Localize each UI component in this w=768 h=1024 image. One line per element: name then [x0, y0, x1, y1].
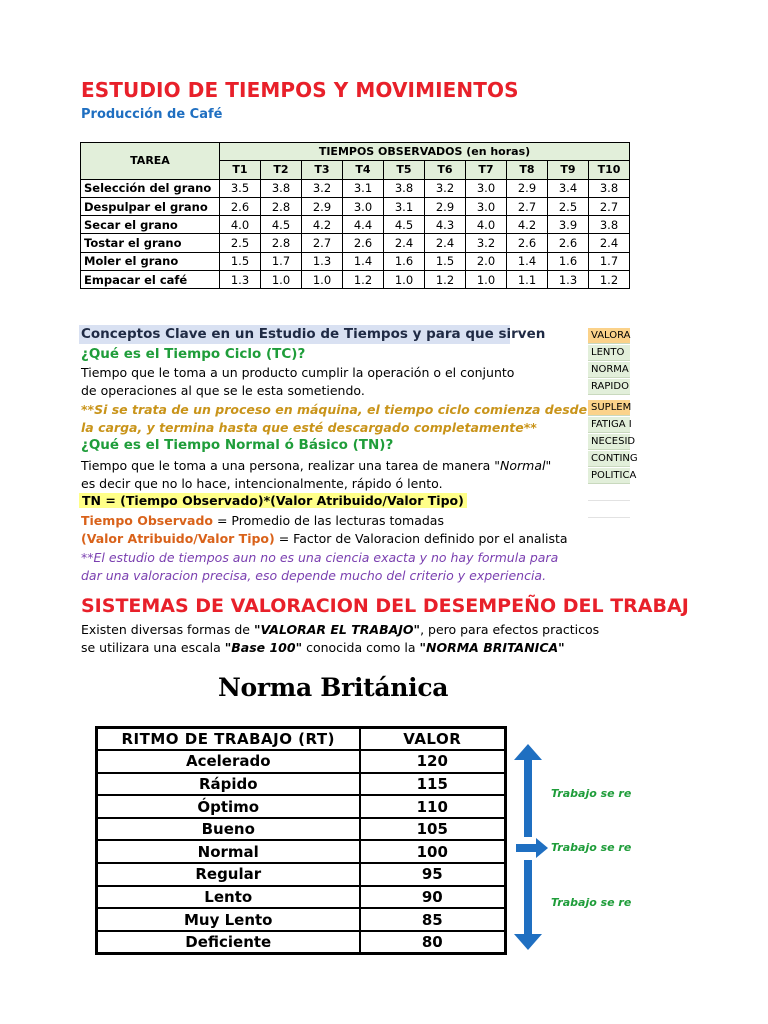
ritmo-cell: Acelerado	[97, 750, 360, 773]
time-value: 2.5	[548, 197, 589, 215]
time-value: 4.5	[261, 216, 302, 234]
tn-formula: TN = (Tiempo Observado)*(Valor Atribuido/Valor Tipo)	[79, 493, 467, 508]
time-value: 1.0	[384, 271, 425, 289]
cycle-time-definition-line-1: Tiempo que le toma a un producto cumplir la operación o el conjunto	[81, 365, 515, 380]
time-value: 4.2	[507, 216, 548, 234]
definition-observed-time	[81, 513, 444, 528]
observed-time-term: Tiempo Observado	[81, 513, 213, 528]
time-value: 1.2	[425, 271, 466, 289]
time-value: 3.8	[261, 179, 302, 197]
time-value: 2.9	[425, 197, 466, 215]
arrow-down-icon	[514, 860, 542, 950]
valuation-intro-line-2	[81, 640, 565, 655]
column-header-t5: T5	[384, 161, 425, 179]
time-value: 3.2	[466, 234, 507, 252]
valuation-section-title: SISTEMAS DE VALORACION DEL DESEMPEÑO DEL TRABAJ	[81, 595, 689, 617]
time-value: 2.5	[220, 234, 261, 252]
table-row	[97, 818, 506, 841]
column-header-t2: T2	[261, 161, 302, 179]
table-row	[81, 234, 630, 252]
time-value: 2.7	[589, 197, 630, 215]
time-value: 2.6	[548, 234, 589, 252]
time-value: 3.2	[425, 179, 466, 197]
side-label-lower: Trabajo se re	[551, 896, 632, 909]
time-value: 2.6	[220, 197, 261, 215]
question-cycle-time: ¿Qué es el Tiempo Ciclo (TC)?	[81, 346, 306, 362]
intro-text-a: Existen diversas formas de	[81, 622, 254, 637]
time-value: 1.0	[466, 271, 507, 289]
time-value: 1.4	[507, 252, 548, 270]
time-value: 3.8	[589, 179, 630, 197]
arrow-up-icon	[514, 744, 542, 837]
valor-cell: 95	[360, 863, 506, 886]
page-subtitle: Producción de Café	[81, 107, 223, 122]
side-panel-item: SUPLEM	[588, 400, 630, 416]
normal-time-text: Tiempo que le toma a una persona, realizar una tarea de manera	[81, 458, 495, 473]
valor-cell: 115	[360, 773, 506, 796]
time-value: 4.5	[384, 216, 425, 234]
column-header-t9: T9	[548, 161, 589, 179]
time-value: 4.4	[343, 216, 384, 234]
machine-note-line-1: **Si se trata de un proceso en máquina, el tiempo ciclo comienza desde	[81, 402, 588, 417]
ritmo-cell: Bueno	[97, 818, 360, 841]
table-row	[97, 795, 506, 818]
time-value: 2.8	[261, 197, 302, 215]
time-value: 2.4	[589, 234, 630, 252]
time-value: 2.4	[384, 234, 425, 252]
time-value: 3.5	[220, 179, 261, 197]
column-header-t10: T10	[589, 161, 630, 179]
table-row	[97, 886, 506, 909]
time-value: 4.0	[466, 216, 507, 234]
side-panel-item: CONTING	[588, 451, 630, 467]
table-row	[97, 750, 506, 773]
valor-cell: 105	[360, 818, 506, 841]
valuation-intro-line-1	[81, 622, 599, 637]
time-value: 1.7	[261, 252, 302, 270]
intro-emphasis-valorar: "VALORAR EL TRABAJO"	[253, 622, 421, 637]
intro-emphasis-norma: "NORMA BRITANICA"	[419, 640, 565, 655]
task-name: Empacar el café	[81, 271, 220, 289]
observed-times-group-header: TIEMPOS OBSERVADOS (en horas)	[220, 143, 630, 161]
arrow-right-icon	[516, 838, 548, 858]
observed-times-table	[80, 142, 630, 289]
valor-cell: 90	[360, 886, 506, 909]
time-value: 2.7	[507, 197, 548, 215]
machine-note-line-2: la carga, y termina hasta que esté descargado completamente**	[81, 420, 537, 435]
column-header-t3: T3	[302, 161, 343, 179]
table-row	[81, 216, 630, 234]
side-panel-item: NECESID	[588, 434, 630, 450]
table-row	[97, 908, 506, 931]
ritmo-cell: Óptimo	[97, 795, 360, 818]
task-name: Selección del grano	[81, 179, 220, 197]
table-row	[81, 179, 630, 197]
normal-time-definition-line-2: es decir que no lo hace, intencionalmente, rápido ó lento.	[81, 476, 443, 491]
column-header-t4: T4	[343, 161, 384, 179]
time-value: 1.0	[261, 271, 302, 289]
time-value: 3.1	[384, 197, 425, 215]
ritmo-cell: Normal	[97, 840, 360, 863]
time-value: 2.0	[466, 252, 507, 270]
valor-cell: 120	[360, 750, 506, 773]
question-normal-time: ¿Qué es el Tiempo Normal ó Básico (TN)?	[81, 437, 394, 453]
valor-cell: 110	[360, 795, 506, 818]
time-value: 1.2	[343, 271, 384, 289]
ritmo-cell: Muy Lento	[97, 908, 360, 931]
table-row	[81, 271, 630, 289]
time-value: 3.0	[343, 197, 384, 215]
time-study-note-line-2: dar una valoracion precisa, eso depende mucho del criterio y experiencia.	[81, 568, 547, 583]
column-header-t8: T8	[507, 161, 548, 179]
time-value: 1.3	[302, 252, 343, 270]
concepts-header: Conceptos Clave en un Estudio de Tiempos y para que sirven	[81, 326, 546, 342]
time-value: 3.8	[384, 179, 425, 197]
time-value: 1.5	[220, 252, 261, 270]
side-panel-item: VALORA	[588, 328, 630, 344]
time-value: 2.9	[507, 179, 548, 197]
observed-time-text: = Promedio de las lecturas tomadas	[212, 513, 444, 528]
time-value: 2.4	[425, 234, 466, 252]
time-value: 2.6	[343, 234, 384, 252]
task-name: Despulpar el grano	[81, 197, 220, 215]
intro-text-c: , pero para efectos practicos	[420, 622, 600, 637]
side-panel-item: RAPIDO	[588, 379, 630, 395]
times-table-header-row	[81, 143, 630, 161]
side-label-middle: Trabajo se re	[551, 841, 632, 854]
time-value: 1.3	[548, 271, 589, 289]
cycle-time-definition-line-2: de operaciones al que se le esta sometiendo.	[81, 383, 365, 398]
time-value: 3.0	[466, 197, 507, 215]
ritmo-column-header: RITMO DE TRABAJO (RT)	[97, 728, 360, 751]
time-value: 1.6	[548, 252, 589, 270]
table-row	[97, 840, 506, 863]
valor-column-header: VALOR	[360, 728, 506, 751]
side-panel-empty-row	[588, 502, 630, 518]
time-value: 1.4	[343, 252, 384, 270]
ritmo-cell: Lento	[97, 886, 360, 909]
time-value: 3.4	[548, 179, 589, 197]
time-value: 2.6	[507, 234, 548, 252]
column-header-t1: T1	[220, 161, 261, 179]
task-name: Tostar el grano	[81, 234, 220, 252]
time-value: 1.2	[589, 271, 630, 289]
time-value: 4.0	[220, 216, 261, 234]
side-panel-empty-row	[588, 485, 630, 501]
valor-cell: 85	[360, 908, 506, 931]
side-panel-item: NORMA	[588, 362, 630, 378]
time-value: 4.3	[425, 216, 466, 234]
column-header-t6: T6	[425, 161, 466, 179]
time-value: 1.1	[507, 271, 548, 289]
table-row	[97, 773, 506, 796]
time-value: 3.0	[466, 179, 507, 197]
norma-table-body	[97, 750, 506, 953]
column-header-t7: T7	[466, 161, 507, 179]
ritmo-cell: Rápido	[97, 773, 360, 796]
time-value: 3.8	[589, 216, 630, 234]
valor-cell: 80	[360, 931, 506, 954]
norma-britanica-table	[95, 726, 507, 955]
task-name: Secar el grano	[81, 216, 220, 234]
norma-header-row	[97, 728, 506, 751]
intro-text-d: se utilizara una escala	[81, 640, 225, 655]
definition-valuation-factor	[81, 531, 568, 546]
table-row	[97, 863, 506, 886]
ritmo-cell: Regular	[97, 863, 360, 886]
time-value: 1.6	[384, 252, 425, 270]
task-column-header: TAREA	[81, 143, 220, 180]
page-title: ESTUDIO DE TIEMPOS Y MOVIMIENTOS	[81, 78, 519, 102]
time-value: 3.9	[548, 216, 589, 234]
table-row	[81, 197, 630, 215]
side-panel-item: FATIGA I	[588, 417, 630, 433]
time-value: 3.2	[302, 179, 343, 197]
performance-arrows	[508, 742, 552, 952]
table-row	[97, 931, 506, 954]
normal-time-definition-line-1	[81, 458, 551, 473]
side-label-upper: Trabajo se re	[551, 787, 632, 800]
time-value: 1.7	[589, 252, 630, 270]
time-value: 2.8	[261, 234, 302, 252]
valuation-factor-term: (Valor Atribuido/Valor Tipo)	[81, 531, 275, 546]
side-panel-item: POLITICA	[588, 468, 630, 484]
norma-britanica-title: Norma Británica	[218, 673, 449, 702]
valuation-factor-text: = Factor de Valoracion definido por el analista	[274, 531, 568, 546]
ritmo-cell: Deficiente	[97, 931, 360, 954]
time-value: 2.9	[302, 197, 343, 215]
normal-emphasis: "Normal"	[494, 458, 552, 473]
valor-cell: 100	[360, 840, 506, 863]
times-table-body	[81, 179, 630, 289]
task-name: Moler el grano	[81, 252, 220, 270]
time-value: 2.7	[302, 234, 343, 252]
intro-emphasis-base100: "Base 100"	[224, 640, 303, 655]
side-panel-item: LENTO	[588, 345, 630, 361]
time-value: 4.2	[302, 216, 343, 234]
intro-text-e: conocida como la	[302, 640, 420, 655]
time-value: 3.1	[343, 179, 384, 197]
time-value: 1.0	[302, 271, 343, 289]
time-study-note-line-1: **El estudio de tiempos aun no es una ciencia exacta y no hay formula para	[81, 550, 559, 565]
table-row	[81, 252, 630, 270]
time-value: 1.3	[220, 271, 261, 289]
time-value: 1.5	[425, 252, 466, 270]
